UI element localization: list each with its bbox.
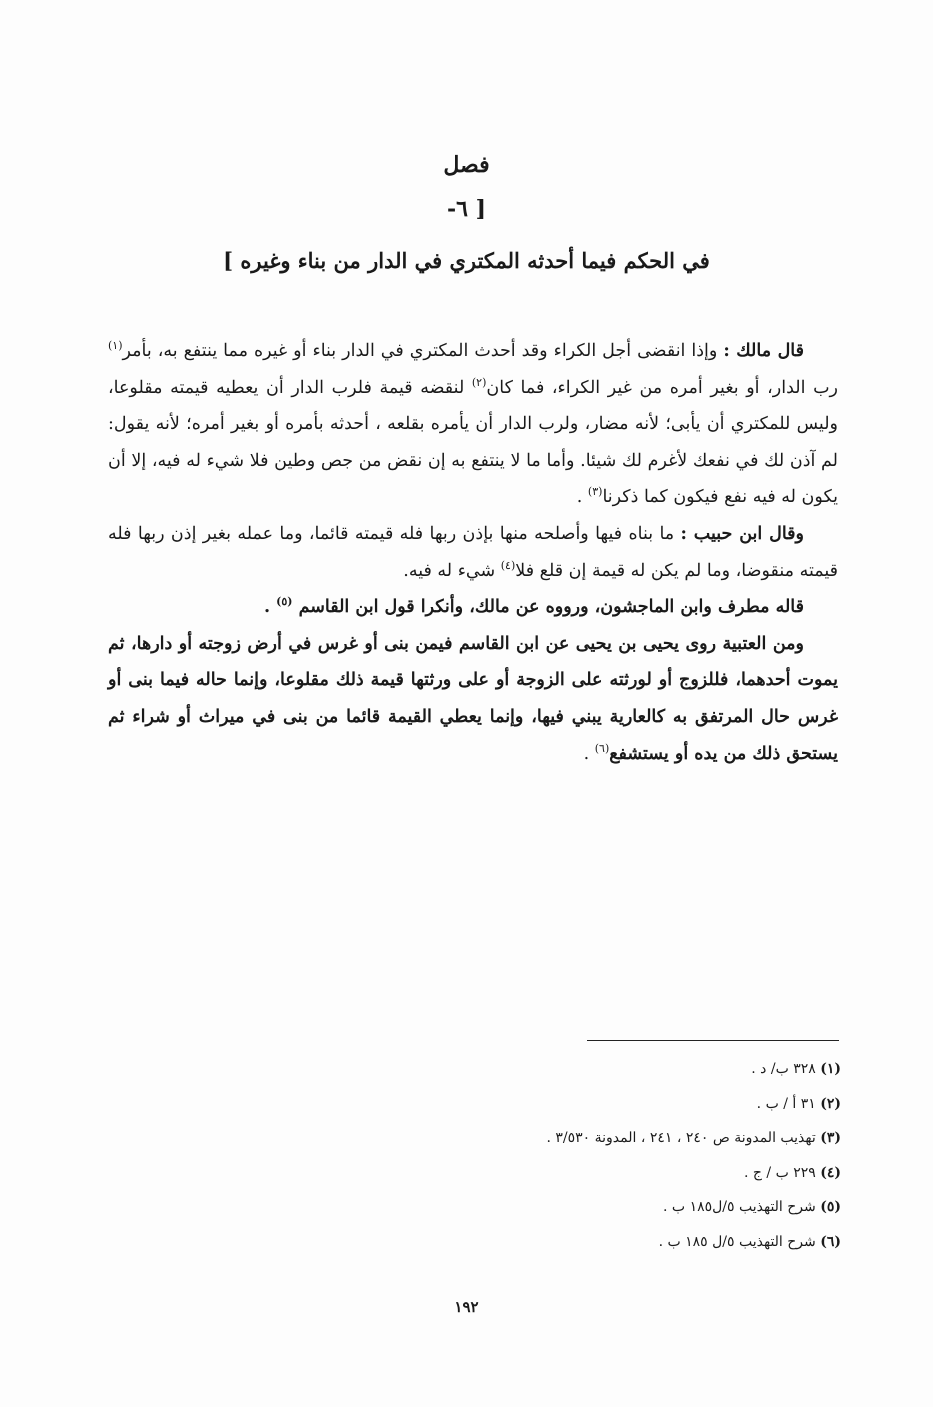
paragraph-utbiyya	[108, 626, 838, 772]
footnote-number: (٣)	[820, 1130, 841, 1146]
section-title: في الحكم فيما أحدثه المكتري في الدار من بناء وغيره ]	[223, 248, 710, 273]
footnote-number: (٦)	[820, 1233, 841, 1250]
footnote-6	[421, 1225, 841, 1260]
footnote-number: (٢)	[820, 1095, 841, 1112]
footnote-1	[421, 1052, 841, 1087]
footnote-ref: (٣)	[587, 485, 603, 499]
footnote-text: ٣٢٨ ب/ د .	[751, 1061, 821, 1077]
paragraph-text: وإذا انقضى أجل الكراء وقد أحدث المكتري في الدار بناء أو غيره مما ينتفع به، بأمر	[122, 341, 724, 361]
paragraph-text: لنقضه قيمة فلرب الدار أن يعطيه قيمته مقلوعا، وليس للمكتري أن يأبى؛ لأنه مضار، ولرب الدار أن يأمره بقلعه ، أحدثه بأمره أو بغير أمره؛ لأنه يقول: لم آذن لك في نفعك لأغرم لك شيئا. وأما ما لا ينتفع به إن نقض من جص وطين فلا شيء له فيه، إلا أن يكون له فيه نفع فيكون كما ذكرنا	[108, 377, 838, 508]
section-label: فصل	[443, 152, 490, 178]
footnote-ref: (٥)	[276, 595, 293, 609]
footnote-5	[421, 1190, 841, 1225]
paragraph-text: قاله مطرف وابن الماجشون، ورووه عن مالك، وأنكرا قول ابن القاسم	[298, 597, 804, 618]
footnote-ref: (٤)	[500, 558, 516, 572]
footnote-text: ٢٢٩ ب / ج .	[744, 1164, 821, 1181]
footnote-2	[421, 1087, 841, 1122]
footnote-ref: (٢)	[471, 375, 487, 389]
body-text	[108, 333, 838, 772]
footnote-3	[421, 1121, 841, 1156]
paragraph-text: ما بناه فيها وأصلحه منها بإذن ربها فله قيمته قائما، وما عمله بغير إذن ربها فله قيمته منقوضا، وما لم يكن له قيمة إن قلع فلا	[108, 523, 838, 581]
footnote-text: شرح التهذيب ٥/ل ١٨٥ ب .	[658, 1233, 821, 1250]
paragraph-text: رب الدار، أو بغير أمره من غير الكراء، فما كان	[486, 377, 839, 398]
paragraph-lead: قال مالك :	[723, 341, 805, 361]
footnote-text: شرح التهذيب ٥/ل١٨٥ ب .	[663, 1199, 821, 1215]
footnotes	[421, 1052, 841, 1259]
paragraph-malik	[108, 333, 838, 516]
footnote-ref: (٦)	[594, 741, 610, 755]
footnote-4	[421, 1156, 841, 1191]
paragraph-ibn-habib	[108, 516, 838, 589]
footnote-text: ٣١ أ / ب .	[756, 1095, 821, 1112]
footnote-divider	[587, 1040, 839, 1041]
footnote-number: (٤)	[820, 1164, 841, 1181]
paragraph-end: .	[583, 743, 595, 764]
paragraph-mutarrif	[108, 589, 838, 626]
footnote-number: (١)	[820, 1061, 841, 1077]
paragraph-end: .	[576, 487, 588, 508]
footnote-text: تهذيب المدونة ص ٢٤٠ ، ٢٤١ ، المدونة ٣/٥٣٠ .	[546, 1130, 821, 1146]
paragraph-end: .	[263, 597, 277, 618]
footnote-number: (٥)	[820, 1199, 841, 1215]
paragraph-lead: وقال ابن حبيب :	[680, 523, 805, 544]
footnote-ref: (١)	[108, 339, 123, 353]
page-number: ١٩٢	[454, 1298, 479, 1316]
paragraph-lead: ومن العتبية	[722, 633, 804, 654]
paragraph-text: شيء له فيه.	[403, 560, 501, 581]
section-number: [ ٦-	[446, 196, 487, 222]
paragraph-text: روى يحيى بن يحيى عن ابن القاسم فيمن بنى أو غرس في أرض زوجته أو دارها، ثم يموت أحدهما، فللزوج أو لورثته على الزوجة أو على ورثتها قيمة ذلك مقلوعا، وإنما حاله فيما بنى أو غرس حال المرتفق به كالعارية يبني فيها، وإنما يعطي القيمة قائما من بنى في ميراث أو شراء ثم يستحق ذلك من يده أو يستشفع	[108, 633, 838, 764]
